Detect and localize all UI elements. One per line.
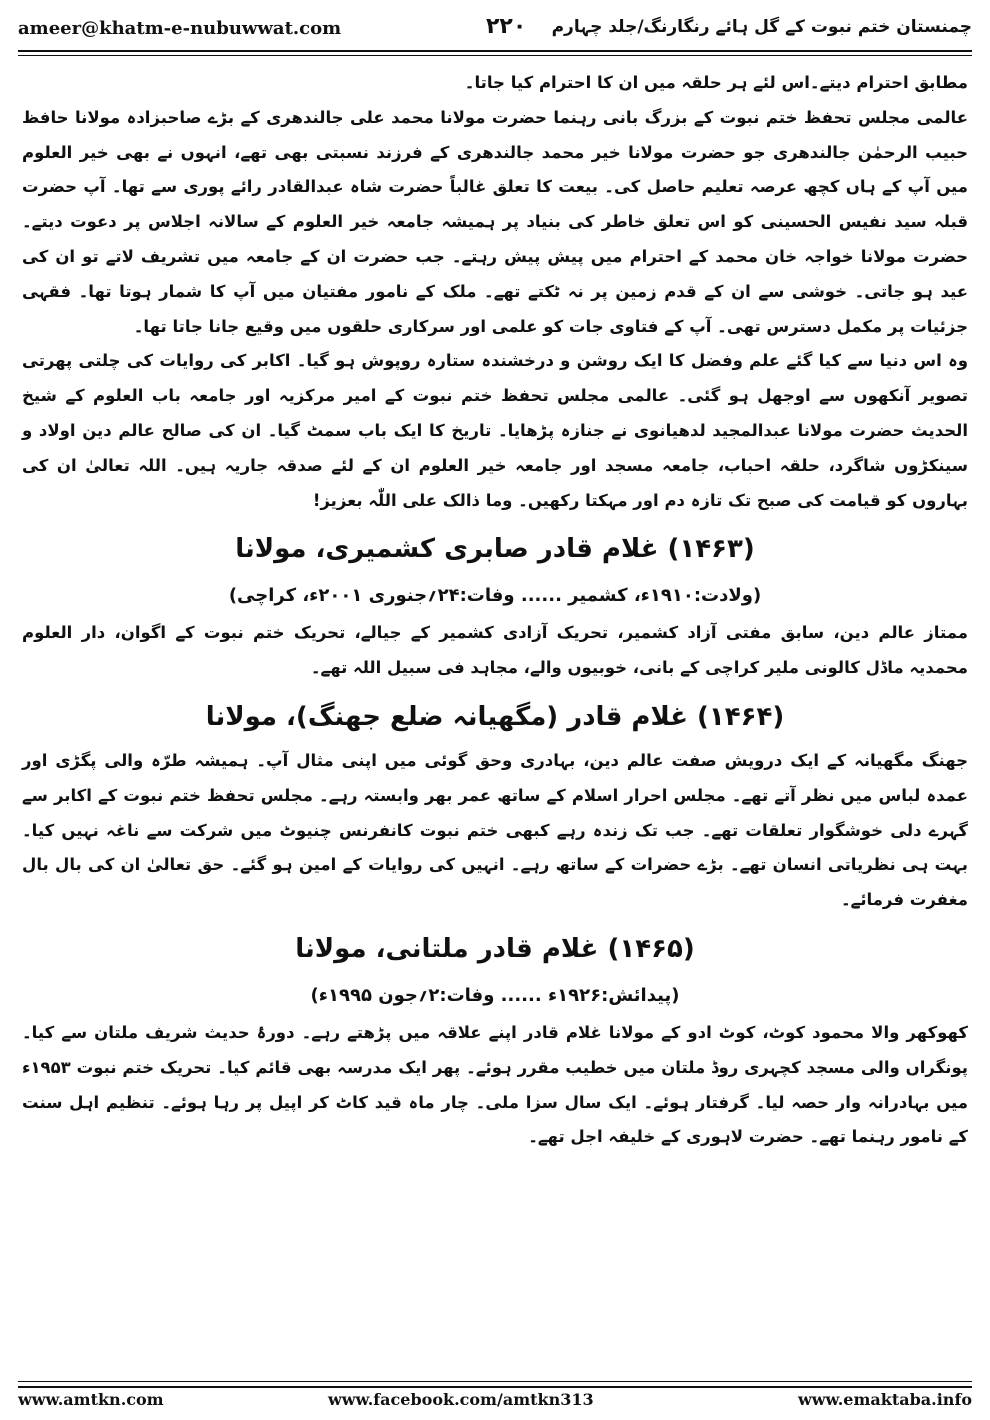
header-email[interactable]: ameer@khatm-e-nubuwwat.com <box>18 18 342 39</box>
entry-text: کھوکھر والا محمود کوٹ، کوٹ ادو کے مولانا غلام قادر اپنے علاقہ میں پڑھتے رہے۔ دورۂ حدیث شریف ملتان سے کیا۔ پونگراں والی مسجد کچہری روڈ ملتان میں خطیب مقرر ہوئے۔ پھر ایک مدرسہ بھی قائم کیا۔ تحریک ختم نبوت ۱۹۵۳ء میں بہادرانہ وار حصہ لیا۔ گرفتار ہوئے۔ ایک سال سزا ملی۔ چار ماہ قید کاٹ کر اپیل پر رہا ہوئے۔ تنظیم اہل سنت کے نامور رہنما تھے۔ حضرت لاہوری کے خلیفہ اجل تھے۔ <box>22 1022 968 1147</box>
entry-text: جھنگ مگھیانہ کے ایک درویش صفت عالم دین، بہادری وحق گوئی میں اپنی مثال آپ۔ ہمیشہ طرّہ والی پگڑی اور عمدہ لباس میں نظر آتے تھے۔ مجلس احرار اسلام کے ساتھ عمر بھر وابستہ رہے۔ مجلس تحفظ ختم نبوت کے اکابر سے گہرے دلی خوشگوار تعلقات تھے۔ جب تک زندہ رہے کبھی ختم نبوت کانفرنس چنیوٹ میں شرکت سے ناغہ نہیں کیا۔ بہت ہی نظریاتی انسان تھے۔ بڑے حضرات کے ساتھ رہے۔ انہیں کی روایات کے امین ہو گئے۔ حق تعالیٰ ان کی بال بال مغفرت فرمائے۔ <box>22 750 968 910</box>
footer-rule <box>18 1386 972 1388</box>
page-number: ۲۲۰ <box>486 14 527 39</box>
paragraph: عالمی مجلس تحفظ ختم نبوت کے بزرگ بانی رہنما حضرت مولانا محمد علی جالندھری کے بڑے صاحبزادہ مولانا حافظ حبیب الرحمٰن جالندھری جو حضرت مولانا خیر محمد جالندھری کے فرزند نسبتی بھی تھے، انہوں نے بھی خیر العلوم میں آپ کے ہاں کچھ عرصہ تعلیم حاصل کی۔ بیعت کا تعلق غالباً حضرت شاہ عبدالقادر رائے پوری سے تھا۔ آپ حضرت قبلہ سید نفیس الحسینی کو اس تعلق خاطر کی بنیاد پر ہمیشہ جامعہ خیر العلوم کے سالانہ اجلاس پر دعوت دیتے۔ حضرت مولانا خواجہ خان محمد کے احترام میں پیش پیش رہتے۔ جب حضرت ان کے جامعہ میں تشریف لاتے تو ان کی عید ہو جاتی۔ خوشی سے ان کے قدم زمین پر نہ ٹکتے تھے۔ ملک کے نامور مفتیان میں آپ کا شمار ہوتا تھا۔ فقہی جزئیات پر مکمل دسترس تھی۔ آپ کے فتاوی جات کو علمی اور سرکاری حلقوں میں وقیع جانا جاتا تھا۔ <box>22 107 968 336</box>
footer-link-center[interactable]: www.facebook.com/amtkn313 <box>328 1390 594 1409</box>
entry-dates: (ولادت:۱۹۱۰ء، کشمیر ...... وفات:۲۴؍جنوری ۲۰۰۱ء، کراچی) <box>228 585 762 607</box>
entry-dates: (پیدائش:۱۹۲۶ء ...... وفات:۲؍جون ۱۹۹۵ء) <box>310 984 680 1006</box>
entry-heading: (۱۴۶۵) غلام قادر ملتانی، مولانا <box>295 933 695 964</box>
header-rule-thin <box>18 55 972 56</box>
page-header <box>18 14 972 46</box>
footer-rule-thin <box>18 1381 972 1382</box>
footer-link-right[interactable]: www.emaktaba.info <box>798 1390 972 1409</box>
footer-link-left[interactable]: www.amtkn.com <box>18 1390 164 1409</box>
entry-heading: (۱۴۶۴) غلام قادر (مگھیانہ ضلع جھنگ)، مولانا <box>205 701 785 732</box>
header-rule <box>18 50 972 52</box>
page-footer <box>18 1390 972 1414</box>
paragraph: مطابق احترام دیتے۔اس لئے ہر حلقہ میں ان کا احترام کیا جاتا۔ <box>464 73 968 92</box>
entry-heading: (۱۴۶۳) غلام قادر صابری کشمیری، مولانا <box>235 534 755 565</box>
book-title: چمنستان ختم نبوت کے گل ہائے رنگارنگ/جلد چہارم <box>551 17 972 37</box>
entry-text: ممتاز عالم دین، سابق مفتی آزاد کشمیر، تحریک آزادی کشمیر کے جیالے، تحریک ختم نبوت کے اگوان، دار العلوم محمدیہ ماڈل کالونی ملیر کراچی کے بانی، خوبیوں والے، مجاہد فی سبیل اللہ تھے۔ <box>22 623 968 678</box>
paragraph: وہ اس دنیا سے کیا گئے علم وفضل کا ایک روشن و درخشندہ ستارہ روپوش ہو گیا۔ اکابر کی روایات کی چلتی پھرتی تصویر آنکھوں سے اوجھل ہو گئی۔ عالمی مجلس تحفظ ختم نبوت کے امیر مرکزیہ اور جامعہ باب العلوم کے شیخ الحدیث حضرت مولانا عبدالمجید لدھیانوی نے جنازہ پڑھایا۔ تاریخ کا ایک باب سمٹ گیا۔ ان کی صالح عالم دین اولاد و سینکڑوں شاگرد، حلقہ احباب، جامعہ مسجد اور جامعہ خیر العلوم ان کے لئے صدقہ جاریہ ہیں۔ اللہ تعالیٰ ان کی بہاروں کو قیامت کی صبح تک تازہ دم اور مہکتا رکھیں۔ وما ذالک علی اللّٰہ بعزیز! <box>22 351 968 510</box>
page-body <box>22 66 968 1155</box>
